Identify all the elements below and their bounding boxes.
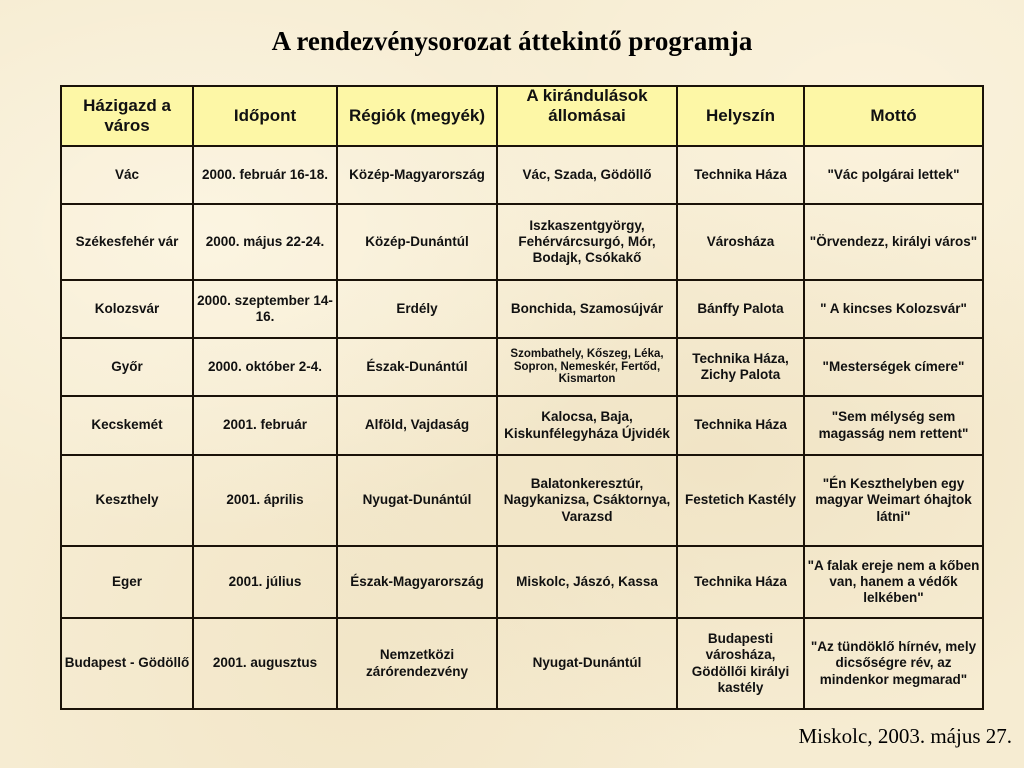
header-motto: Mottó [804, 86, 983, 146]
cell-excursions: Balatonkeresztúr, Nagykanizsa, Csáktornya, Varazsd [497, 455, 677, 546]
header-date: Időpont [193, 86, 337, 146]
header-regions: Régiók (megyék) [337, 86, 497, 146]
cell-date: 2000. május 22-24. [193, 204, 337, 280]
cell-venue: Bánffy Palota [677, 280, 804, 338]
cell-motto: "Én Keszthelyben egy magyar Weimart óhajtok látni" [804, 455, 983, 546]
table-row [61, 204, 983, 280]
cell-date: 2000. február 16-18. [193, 146, 337, 204]
header-host-city: Házigazd a város [61, 86, 193, 146]
table-row [61, 396, 983, 455]
cell-motto: "Vác polgárai lettek" [804, 146, 983, 204]
cell-date: 2001. február [193, 396, 337, 455]
cell-excursions: Miskolc, Jászó, Kassa [497, 546, 677, 618]
cell-host-city: Kolozsvár [61, 280, 193, 338]
cell-date: 2000. október 2-4. [193, 338, 337, 396]
header-excursions-text: A kirándulások állomásai [526, 86, 648, 125]
cell-regions: Észak-Magyarország [337, 546, 497, 618]
cell-host-city: Győr [61, 338, 193, 396]
table-row [61, 146, 983, 204]
header-row [61, 86, 983, 146]
cell-excursions: Iszkaszentgyörgy, Fehérvárcsurgó, Mór, Bodajk, Csókakő [497, 204, 677, 280]
cell-host-city: Vác [61, 146, 193, 204]
page-title: A rendezvénysorozat áttekintő programja [271, 26, 753, 56]
cell-motto: "Sem mélység sem magasság nem rettent" [804, 396, 983, 455]
cell-excursions: Szombathely, Kőszeg, Léka, Sopron, Nemeskér, Fertőd, Kismarton [497, 338, 677, 396]
cell-motto: "Mesterségek címere" [804, 338, 983, 396]
cell-venue: Budapesti városháza, Gödöllői királyi kastély [677, 618, 804, 709]
cell-venue: Városháza [677, 204, 804, 280]
cell-regions: Közép-Dunántúl [337, 204, 497, 280]
cell-venue: Technika Háza [677, 396, 804, 455]
table-row [61, 280, 983, 338]
cell-venue: Technika Háza, Zichy Palota [677, 338, 804, 396]
cell-date: 2001. július [193, 546, 337, 618]
cell-date: 2001. augusztus [193, 618, 337, 709]
cell-host-city: Kecskemét [61, 396, 193, 455]
cell-excursions: Bonchida, Szamosújvár [497, 280, 677, 338]
table-row [61, 338, 983, 396]
cell-host-city: Keszthely [61, 455, 193, 546]
cell-regions: Erdély [337, 280, 497, 338]
header-excursions [497, 86, 677, 146]
cell-venue: Festetich Kastély [677, 455, 804, 546]
cell-motto: "A falak ereje nem a kőben van, hanem a védők lelkében" [804, 546, 983, 618]
table-row [61, 546, 983, 618]
cell-excursions: Kalocsa, Baja, Kiskunfélegyháza Újvidék [497, 396, 677, 455]
header-venue: Helyszín [677, 86, 804, 146]
cell-regions: Nyugat-Dunántúl [337, 455, 497, 546]
program-table [60, 85, 984, 710]
cell-date: 2000. szeptember 14-16. [193, 280, 337, 338]
date-footer: Miskolc, 2003. május 27. [798, 724, 1012, 748]
table-row [61, 618, 983, 709]
cell-host-city: Budapest - Gödöllő [61, 618, 193, 709]
cell-regions: Nemzetközi zárórendezvény [337, 618, 497, 709]
cell-excursions: Nyugat-Dunántúl [497, 618, 677, 709]
cell-excursions: Vác, Szada, Gödöllő [497, 146, 677, 204]
cell-motto: "Az tündöklő hírnév, mely dicsőségre rév, az mindenkor megmarad" [804, 618, 983, 709]
cell-host-city: Eger [61, 546, 193, 618]
cell-host-city: Székesfehér vár [61, 204, 193, 280]
cell-motto: " A kincses Kolozsvár" [804, 280, 983, 338]
table-row [61, 455, 983, 546]
cell-motto: "Örvendezz, királyi város" [804, 204, 983, 280]
cell-regions: Közép-Magyarország [337, 146, 497, 204]
cell-venue: Technika Háza [677, 146, 804, 204]
cell-venue: Technika Háza [677, 546, 804, 618]
cell-regions: Alföld, Vajdaság [337, 396, 497, 455]
cell-regions: Észak-Dunántúl [337, 338, 497, 396]
cell-date: 2001. április [193, 455, 337, 546]
